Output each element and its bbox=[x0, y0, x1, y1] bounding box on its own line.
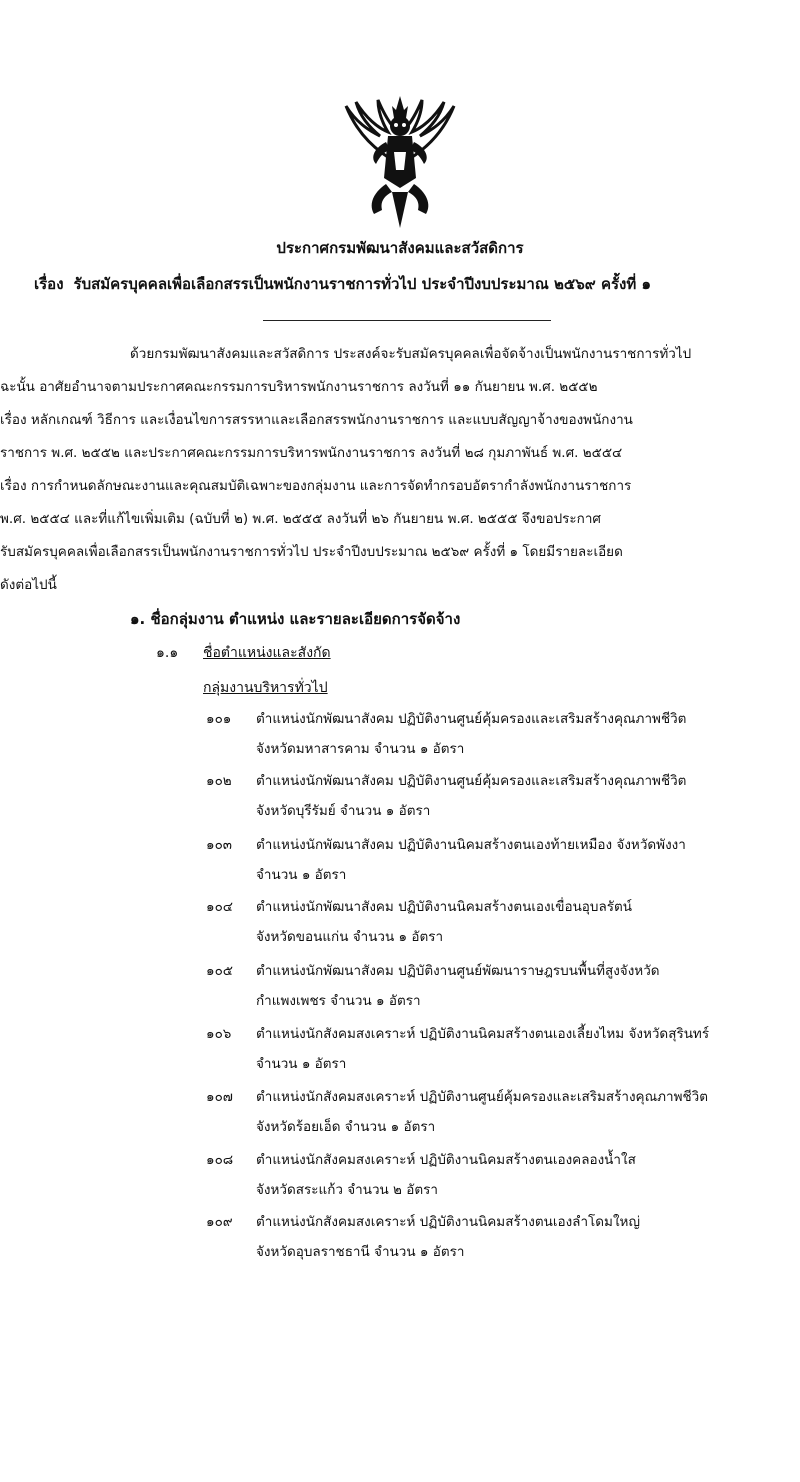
intro-line: ดังต่อไปนี้ bbox=[0, 577, 57, 593]
position-title: ตำแหน่งนักสังคมสงเคราะห์ ปฏิบัติงานศูนย์คุ้มครองและเสริมสร้างคุณภาพชีวิต bbox=[256, 1089, 709, 1105]
position-detail: จังหวัดขอนแก่น จำนวน ๑ อัตรา bbox=[256, 929, 444, 945]
position-title: ตำแหน่งนักพัฒนาสังคม ปฏิบัติงานนิคมสร้างตนเองเขื่อนอุบลรัตน์ bbox=[256, 899, 633, 915]
position-detail: จังหวัดมหาสารคาม จำนวน ๑ อัตรา bbox=[256, 741, 465, 757]
position-code: ๑๐๒ bbox=[206, 773, 232, 789]
subsection-number: ๑.๑ bbox=[156, 645, 179, 661]
position-detail: จังหวัดสระแก้ว จำนวน ๒ อัตรา bbox=[256, 1182, 438, 1198]
position-title: ตำแหน่งนักพัฒนาสังคม ปฏิบัติงานศูนย์พัฒนาราษฎรบนพื้นที่สูงจังหวัด bbox=[256, 963, 660, 979]
intro-line: ด้วยกรมพัฒนาสังคมและสวัสดิการ ประสงค์จะรับสมัครบุคคลเพื่อจัดจ้างเป็นพนักงานราชการทั่วไป bbox=[130, 346, 692, 362]
position-title: ตำแหน่งนักพัฒนาสังคม ปฏิบัติงานศูนย์คุ้มครองและเสริมสร้างคุณภาพชีวิต bbox=[256, 711, 687, 727]
position-code: ๑๐๔ bbox=[206, 899, 234, 915]
position-title: ตำแหน่งนักพัฒนาสังคม ปฏิบัติงานศูนย์คุ้มครองและเสริมสร้างคุณภาพชีวิต bbox=[256, 773, 687, 789]
position-detail: จำนวน ๑ อัตรา bbox=[256, 1056, 347, 1072]
group-title: กลุ่มงานบริหารทั่วไป bbox=[203, 680, 328, 696]
position-detail: จังหวัดร้อยเอ็ด จำนวน ๑ อัตรา bbox=[256, 1119, 436, 1135]
announcement-title: ประกาศกรมพัฒนาสังคมและสวัสดิการ bbox=[276, 239, 524, 257]
position-code: ๑๐๗ bbox=[206, 1089, 233, 1105]
intro-line: เรื่อง หลักเกณฑ์ วิธีการ และเงื่อนไขการสรรหาและเลือกสรรพนักงานราชการ และแบบสัญญาจ้างของพนักงาน bbox=[0, 412, 633, 428]
position-detail: จังหวัดอุบลราชธานี จำนวน ๑ อัตรา bbox=[256, 1244, 465, 1260]
subject-text: รับสมัครบุคคลเพื่อเลือกสรรเป็นพนักงานราชการทั่วไป ประจำปีงบประมาณ ๒๕๖๙ ครั้งที่ ๑ bbox=[73, 275, 651, 293]
position-code: ๑๐๖ bbox=[206, 1026, 232, 1042]
title-divider bbox=[263, 320, 551, 321]
subsection-title: ชื่อตำแหน่งและสังกัด bbox=[203, 645, 331, 661]
intro-line: รับสมัครบุคคลเพื่อเลือกสรรเป็นพนักงานราชการทั่วไป ประจำปีงบประมาณ ๒๕๖๙ ครั้งที่ ๑ โดยมีรายละเอียด bbox=[0, 544, 623, 560]
position-title: ตำแหน่งนักสังคมสงเคราะห์ ปฏิบัติงานนิคมสร้างตนเองเลี้ยงไหม จังหวัดสุรินทร์ bbox=[256, 1026, 710, 1042]
position-detail: จำนวน ๑ อัตรา bbox=[256, 867, 347, 883]
position-title: ตำแหน่งนักสังคมสงเคราะห์ ปฏิบัติงานนิคมสร้างตนเองลำโดมใหญ่ bbox=[256, 1214, 640, 1230]
position-detail: กำแพงเพชร จำนวน ๑ อัตรา bbox=[256, 993, 421, 1009]
subject-label: เรื่อง bbox=[34, 275, 64, 293]
garuda-emblem-icon bbox=[338, 92, 462, 232]
position-code: ๑๐๓ bbox=[206, 837, 233, 853]
intro-line: ฉะนั้น อาศัยอำนาจตามประกาศคณะกรรมการบริหารพนักงานราชการ ลงวันที่ ๑๑ กันยายน พ.ศ. ๒๕๕๒ bbox=[0, 379, 598, 395]
section-heading: ๑. ชื่อกลุ่มงาน ตำแหน่ง และรายละเอียดการจัดจ้าง bbox=[130, 610, 461, 628]
position-code: ๑๐๕ bbox=[206, 963, 234, 979]
position-code: ๑๐๑ bbox=[206, 711, 232, 727]
position-title: ตำแหน่งนักพัฒนาสังคม ปฏิบัติงานนิคมสร้างตนเองท้ายเหมือง จังหวัดพังงา bbox=[256, 837, 686, 853]
intro-line: พ.ศ. ๒๕๕๔ และที่แก้ไขเพิ่มเติม (ฉบับที่ ๒) พ.ศ. ๒๕๕๕ ลงวันที่ ๒๖ กันยายน พ.ศ. ๒๕๕๕ จึงขอประกาศ bbox=[0, 511, 601, 527]
intro-line: เรื่อง การกำหนดลักษณะงานและคุณสมบัติเฉพาะของกลุ่มงาน และการจัดทำกรอบอัตรากำลังพนักงานราชการ bbox=[0, 478, 632, 494]
position-title: ตำแหน่งนักสังคมสงเคราะห์ ปฏิบัติงานนิคมสร้างตนเองคลองน้ำใส bbox=[256, 1152, 636, 1168]
position-code: ๑๐๙ bbox=[206, 1214, 233, 1230]
intro-line: ราชการ พ.ศ. ๒๕๕๒ และประกาศคณะกรรมการบริหารพนักงานราชการ ลงวันที่ ๒๘ กุมภาพันธ์ พ.ศ. ๒๕๕๔ bbox=[0, 445, 623, 461]
position-code: ๑๐๘ bbox=[206, 1152, 234, 1168]
position-detail: จังหวัดบุรีรัมย์ จำนวน ๑ อัตรา bbox=[256, 803, 431, 819]
announcement-subject bbox=[34, 272, 800, 296]
